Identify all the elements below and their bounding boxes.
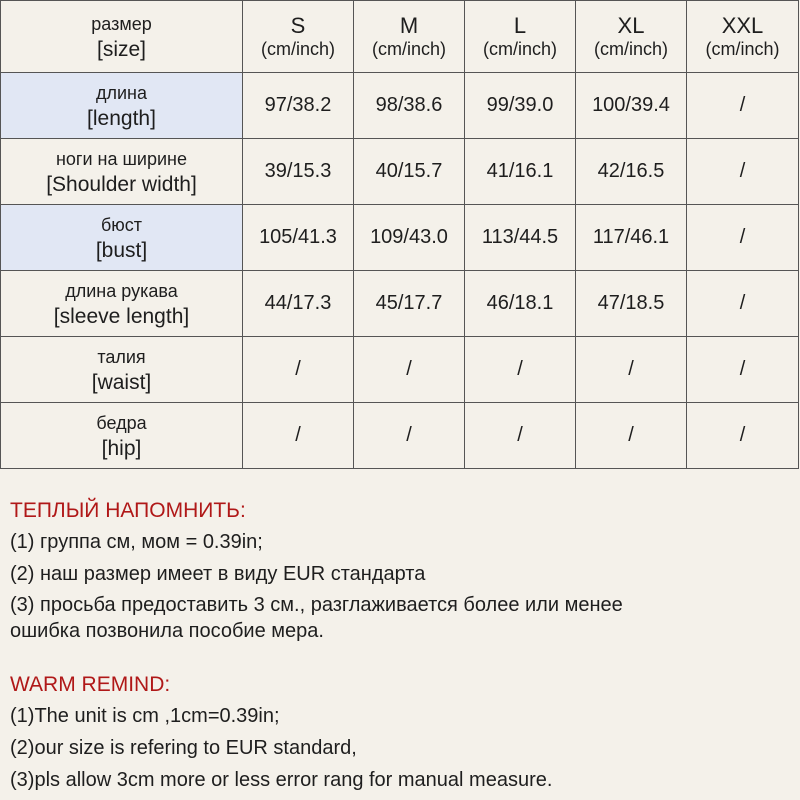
table-cell: /: [687, 271, 799, 337]
notes-divider: [10, 646, 790, 670]
row-label-ru: бедра: [96, 412, 147, 433]
row-label-ru: длина рукава: [65, 280, 178, 301]
note-line-ru: (2) наш размер имеет в виду EUR стандарта: [10, 563, 426, 585]
size-unit: (cm/inch): [593, 38, 668, 59]
table-cell: /: [465, 403, 576, 469]
size-unit: (cm/inch): [371, 38, 446, 59]
note-line-en: (3)pls allow 3cm more or less error rang for manual measure.: [10, 769, 553, 791]
header-size-cell: [687, 1, 799, 73]
row-label-en: [sleeve length]: [53, 304, 190, 328]
note-line-en: (1)The unit is cm ,1cm=0.39in;: [10, 705, 280, 727]
header-size-cell: [465, 1, 576, 73]
table-cell: 109/43.0: [354, 205, 465, 271]
size-name: L: [513, 12, 527, 38]
size-unit: (cm/inch): [482, 38, 557, 59]
table-cell: 39/15.3: [243, 139, 354, 205]
row-label-cell: [1, 73, 243, 139]
table-cell: 44/17.3: [243, 271, 354, 337]
note-line-ru: (3) просьба предоставить 3 см., разглаживается более или менее ошибка позвонила пособие мера.: [10, 594, 623, 642]
table-cell: 40/15.7: [354, 139, 465, 205]
header-size-label-cell: [1, 1, 243, 73]
table-cell: /: [576, 337, 687, 403]
table-cell: 45/17.7: [354, 271, 465, 337]
size-name: S: [290, 12, 306, 38]
table-cell: 47/18.5: [576, 271, 687, 337]
row-label-en: [waist]: [91, 370, 152, 394]
header-size-cell: [243, 1, 354, 73]
table-cell: 113/44.5: [465, 205, 576, 271]
table-row: [1, 337, 799, 403]
size-unit: (cm/inch): [705, 38, 780, 59]
table-cell: 42/16.5: [576, 139, 687, 205]
row-label-cell: [1, 337, 243, 403]
row-label-ru: талия: [97, 346, 146, 367]
header-label-en: [size]: [96, 37, 146, 61]
row-label-cell: [1, 205, 243, 271]
table-cell: /: [687, 403, 799, 469]
table-cell: 41/16.1: [465, 139, 576, 205]
size-name: XXL: [721, 12, 764, 38]
table-row: [1, 205, 799, 271]
row-label-ru: бюст: [100, 214, 143, 235]
table-row: [1, 73, 799, 139]
table-row: [1, 271, 799, 337]
row-label-cell: [1, 403, 243, 469]
table-row: [1, 139, 799, 205]
table-cell: /: [687, 205, 799, 271]
table-row: [1, 403, 799, 469]
size-unit: (cm/inch): [260, 38, 335, 59]
table-cell: 46/18.1: [465, 271, 576, 337]
row-label-ru: длина: [95, 82, 147, 103]
table-cell: /: [687, 337, 799, 403]
table-cell: 117/46.1: [576, 205, 687, 271]
table-cell: /: [243, 337, 354, 403]
row-label-cell: [1, 271, 243, 337]
table-cell: /: [243, 403, 354, 469]
table-cell: 100/39.4: [576, 73, 687, 139]
table-header-row: [1, 1, 799, 73]
table-cell: 105/41.3: [243, 205, 354, 271]
table-cell: 97/38.2: [243, 73, 354, 139]
table-cell: /: [687, 73, 799, 139]
table-cell: /: [354, 337, 465, 403]
row-label-en: [bust]: [95, 238, 148, 262]
row-label-cell: [1, 139, 243, 205]
header-label-ru: размер: [91, 13, 152, 34]
notes-heading-ru: ТЕПЛЫЙ НАПОМНИТЬ:: [10, 499, 246, 522]
row-label-en: [hip]: [101, 436, 142, 460]
table-cell: /: [465, 337, 576, 403]
row-label-en: [Shoulder width]: [46, 172, 197, 196]
size-name: M: [399, 12, 419, 38]
notes-section: [10, 496, 790, 796]
notes-heading-en: WARM REMIND:: [10, 673, 171, 696]
table-cell: 98/38.6: [354, 73, 465, 139]
header-size-cell: [354, 1, 465, 73]
table-cell: /: [354, 403, 465, 469]
header-size-cell: [576, 1, 687, 73]
size-name: XL: [617, 12, 645, 38]
table-cell: /: [576, 403, 687, 469]
row-label-ru: ноги на ширине: [55, 148, 188, 169]
note-line-ru: (1) группа см, мом = 0.39in;: [10, 531, 263, 553]
table-cell: /: [687, 139, 799, 205]
note-line-en: (2)our size is refering to EUR standard,: [10, 737, 357, 759]
table-cell: 99/39.0: [465, 73, 576, 139]
row-label-en: [length]: [87, 106, 156, 130]
